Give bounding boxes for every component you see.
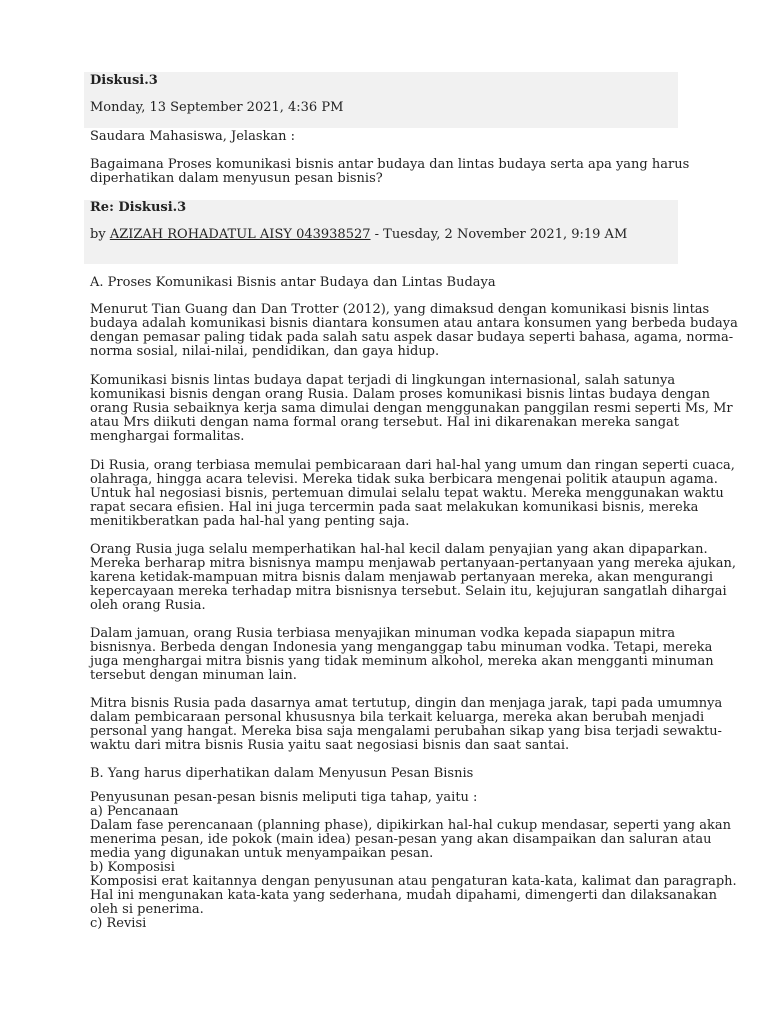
text-line: menitikberatkan pada hal-hal yang penting saja. [90,514,410,529]
text-line: komunikasi bisnis dengan orang Rusia. Dalam proses komunikasi bisnis lintas budaya dengan [90,387,710,402]
text-line: karena ketidak-mampuan mitra bisnis dalam menjawab pertanyaan mereka, akan mengurangi [90,570,713,585]
reply-date: - Tuesday, 2 November 2021, 9:19 AM [374,227,628,242]
text-line: rapat secara efisien. Hal ini juga tercermin pada saat melakukan komunikasi bisnis, mereka [90,500,699,515]
text-line: bisnisnya. Berbeda dengan Indonesia yang menganggap tabu minuman vodka. Tetapi, mereka [90,640,713,655]
post-title: Diskusi.3 [90,73,158,88]
text-line: kepercayaan mereka terhadap mitra bisnisnya tersebut. Selain itu, kejujuran sangatlah dihargai [90,584,727,599]
text-line: Penyusunan pesan-pesan bisnis meliputi tiga tahap, yaitu : [90,790,478,805]
paragraph-5 [90,626,714,683]
text-line: Dalam jamuan, orang Rusia terbiasa menyajikan minuman vodka kepada siapapun mitra [90,626,676,641]
text-line: juga menghargai mitra bisnis yang tidak meminum alkohol, mereka akan mengganti minuman [90,654,714,669]
post-timestamp: Monday, 13 September 2021, 4:36 PM [90,100,344,115]
text-line: menghargai formalitas. [90,429,245,444]
text-line: orang Rusia sebaiknya kerja sama dimulai dengan menggunakan panggilan resmi seperti Ms, Mr [90,401,733,416]
text-line: Orang Rusia juga selalu memperhatikan hal-hal kecil dalam penyajian yang akan dipaparkan. [90,542,708,557]
text-line: olahraga, hingga acara televisi. Mereka tidak suka berbicara mengenai politik ataupun agama. [90,472,718,487]
text-line: Komposisi erat kaitannya dengan penyusunan atau pengaturan kata-kata, kalimat dan paragraph. [90,874,737,889]
post-greeting: Saudara Mahasiswa, Jelaskan : [90,129,296,144]
text-line: budaya adalah komunikasi bisnis diantara konsumen atau antara konsumen yang berbeda budaya [90,316,738,331]
text-line: oleh orang Rusia. [90,598,206,613]
text-line: Hal ini mengunakan kata-kata yang sederhana, mudah dipahami, dimengerti dan dilaksanakan [90,888,718,903]
paragraph-7 [90,790,737,931]
text-line: Komunikasi bisnis lintas budaya dapat terjadi di lingkungan internasional, salah satunya [90,373,676,388]
text-line: Dalam fase perencanaan (planning phase), dipikirkan hal-hal cukup mendasar, seperti yang akan [90,818,731,833]
text-line: norma sosial, nilai-nilai, pendidikan, dan gaya hidup. [90,344,440,359]
text-line: dalam pembicaraan personal khususnya bila terkait keluarga, mereka akan berubah menjadi [90,710,705,725]
question-line: diperhatikan dalam menyusun pesan bisnis? [90,171,383,186]
author-link[interactable]: AZIZAH ROHADATUL AISY 043938527 [109,227,371,242]
paragraph-3 [90,458,735,529]
text-line: tersebut dengan minuman lain. [90,668,297,683]
reply-title: Re: Diskusi.3 [90,200,187,215]
text-line: menerima pesan, ide pokok (main idea) pesan-pesan yang akan disampaikan dan saluran atau [90,832,712,847]
text-line: media yang digunakan untuk menyampaikan pesan. [90,846,434,861]
paragraph-6 [90,696,723,753]
text-line: personal yang hangat. Mereka bisa saja mengalami perubahan sikap yang bisa terjadi sewaktu- [90,724,722,739]
text-line: oleh si penerima. [90,902,204,917]
list-label: b) Komposisi [90,860,175,875]
heading-b: B. Yang harus diperhatikan dalam Menyusun Pesan Bisnis [90,766,474,781]
text-line: Di Rusia, orang terbiasa memulai pembicaraan dari hal-hal yang umum dan ringan seperti cuaca, [90,458,735,473]
text-line: Mereka berharap mitra bisnisnya mampu menjawab pertanyaan-pertanyaan yang mereka ajukan, [90,556,736,571]
text-line: Menurut Tian Guang dan Dan Trotter (2012), yang dimaksud dengan komunikasi bisnis lintas [90,302,710,317]
text-line: Untuk hal negosiasi bisnis, pertemuan dimulai selalu tepat waktu. Mereka menggunakan waktu [90,486,724,501]
text-line: atau Mrs diikuti dengan nama formal orang tersebut. Hal ini dikarenakan mereka sangat [90,415,680,430]
list-label: a) Pencanaan [90,804,179,819]
reply-byline [90,228,627,242]
text-line: waktu dari mitra bisnis Rusia yaitu saat negosiasi bisnis dan saat santai. [90,738,570,753]
byline-prefix: by [90,227,106,242]
text-line: Mitra bisnis Rusia pada dasarnya amat tertutup, dingin dan menjaga jarak, tapi pada umumnya [90,696,723,711]
paragraph-2 [90,373,733,444]
heading-a: A. Proses Komunikasi Bisnis antar Budaya dan Lintas Budaya [90,275,496,290]
list-label: c) Revisi [90,916,147,931]
question-line: Bagaimana Proses komunikasi bisnis antar budaya dan lintas budaya serta apa yang harus [90,157,690,172]
text-line: dengan pemasar paling tidak pada salah satu aspek dasar budaya seperti bahasa, agama, norma- [90,330,734,345]
paragraph-4 [90,542,736,613]
post-question [90,157,690,186]
paragraph-1 [90,302,738,359]
